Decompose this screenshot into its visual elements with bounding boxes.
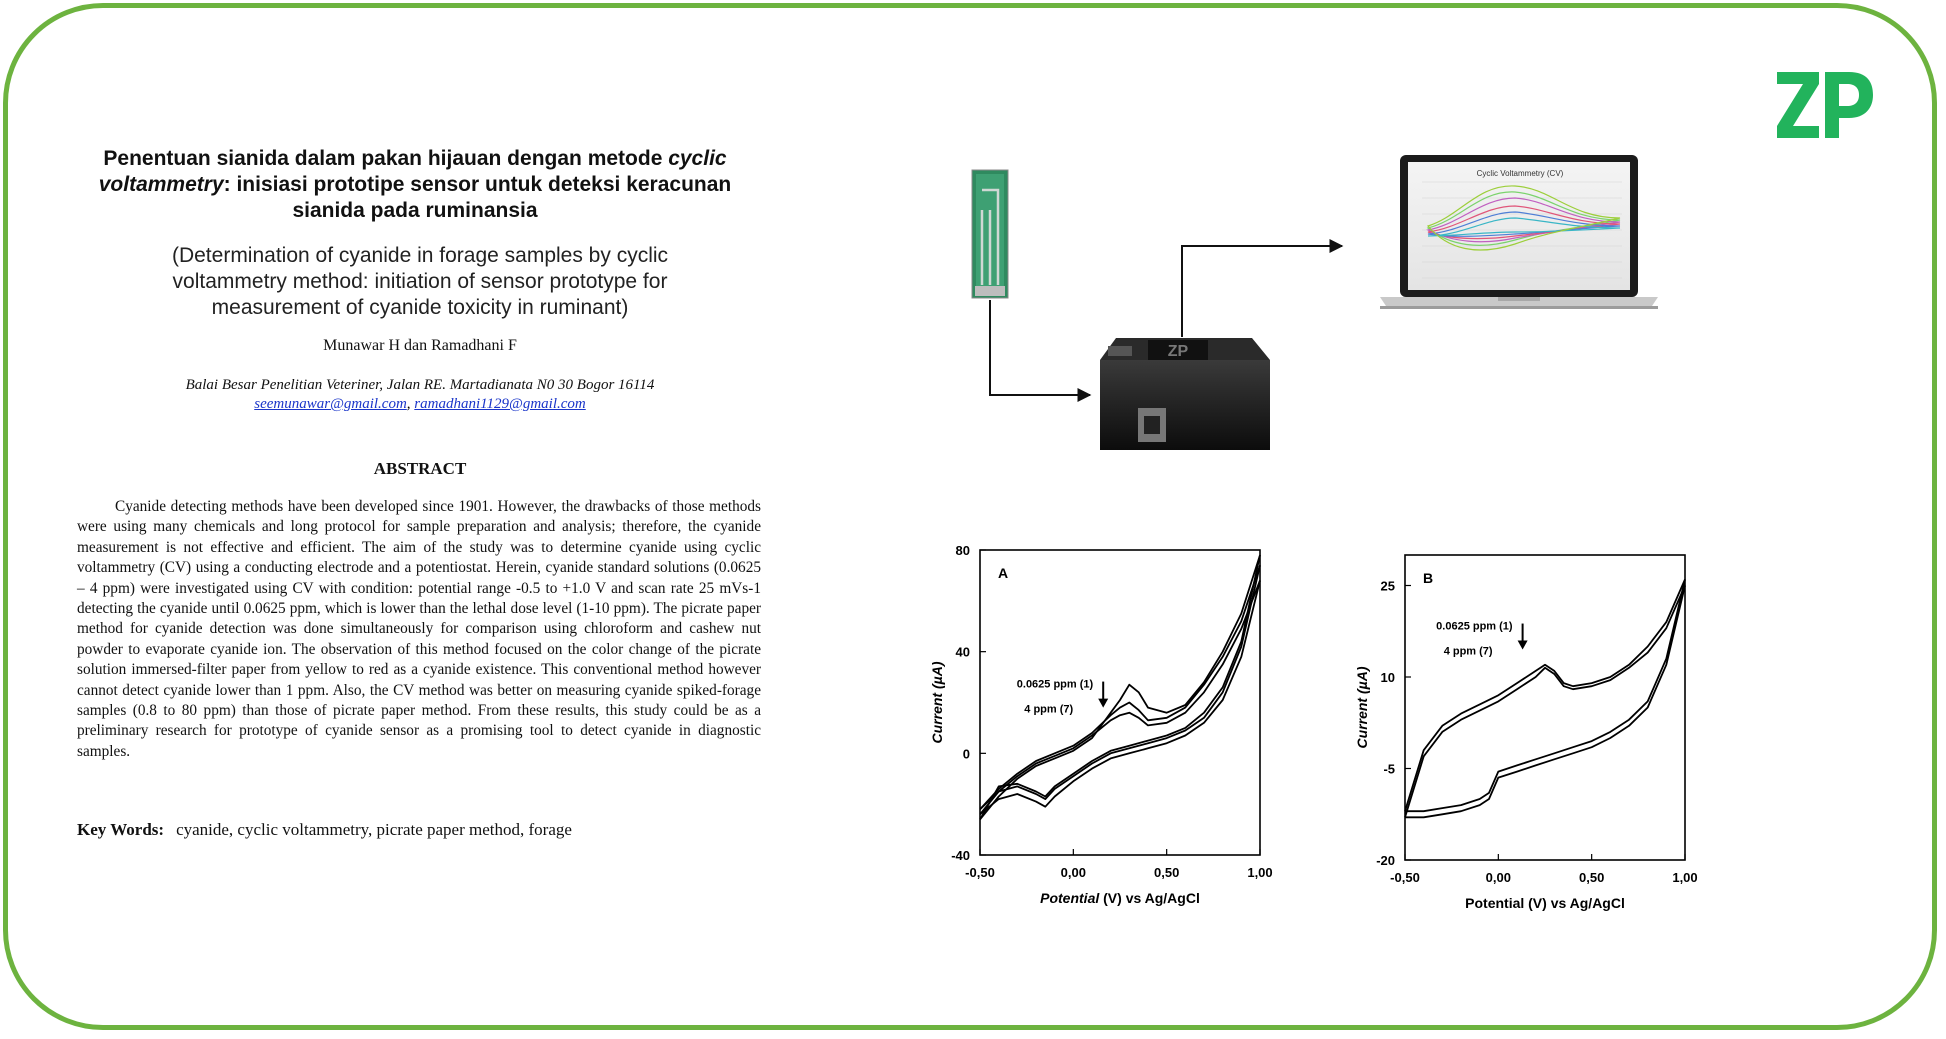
title-italic-text: cyclic voltammetry	[98, 147, 727, 196]
connector-line-2	[1182, 246, 1342, 337]
x-tick-label: 0,00	[1060, 865, 1086, 880]
y-tick-label: 80	[955, 543, 970, 558]
x-tick-label: 0,50	[1579, 870, 1605, 885]
annotation-low-conc: 0.0625 ppm (1)	[1436, 620, 1513, 633]
y-axis-label: Current (µA)	[1354, 666, 1370, 749]
paper-affiliation: Balai Besar Penelitian Veteriner, Jalan RE. Martadianata N0 30 Bogor 16114	[185, 377, 655, 393]
x-tick-label: 0,50	[1154, 865, 1180, 880]
panel-label: A	[998, 565, 1009, 581]
abstract-heading: ABSTRACT	[373, 459, 467, 478]
zp-logo	[1775, 68, 1875, 142]
x-tick-label: 1,00	[1247, 865, 1273, 880]
cv-chart-a	[915, 535, 1335, 925]
y-tick-label: -20	[1376, 853, 1395, 868]
annotation-high-conc: 4 ppm (7)	[1443, 645, 1493, 658]
cv-chart-b	[1340, 540, 1760, 930]
email-separator: ,	[406, 396, 415, 412]
setup-diagram	[960, 150, 1660, 460]
keywords	[77, 820, 761, 840]
y-tick-label: -5	[1383, 761, 1395, 777]
title-text-continued: : inisiasi prototipe sensor untuk deteksi keracunan sianida pada ruminansia	[223, 173, 732, 222]
cv-curve-1	[1405, 579, 1685, 811]
electrode-strip	[972, 170, 1008, 298]
keywords-list: cyanide, cyclic voltammetry, picrate paper method, forage	[176, 820, 572, 839]
keywords-label: Key Words:	[77, 820, 165, 839]
potentiostat-device	[1100, 338, 1270, 450]
annotation-arrow-head	[1518, 641, 1528, 650]
x-tick-label: -0,50	[965, 865, 995, 880]
annotation-low-conc: 0.0625 ppm (1)	[1016, 678, 1094, 691]
laptop-chart-title: Cyclic Voltammetry (CV)	[1476, 169, 1564, 178]
svg-text:ZP: ZP	[1167, 343, 1189, 360]
x-tick-label: 0,00	[1485, 870, 1511, 885]
x-axis-label-rest: (V) vs Ag/AgCl	[1099, 890, 1200, 906]
paper-title	[75, 146, 755, 224]
laptop	[1380, 155, 1658, 309]
annotation-arrow-head	[1098, 699, 1108, 708]
x-axis-label: Potential (V) vs Ag/AgCl	[1465, 895, 1625, 911]
x-tick-label: 1,00	[1672, 870, 1698, 885]
abstract-body: Cyanide detecting methods have been developed since 1901. However, the drawbacks of those methods were using many chemicals and long protocol for sample preparation and analysis; therefore, the cyanide measurement is not effective and efficient. The aim of the study was to determine cyanide using cyclic voltammetry (CV) using a conducting electrode and a potentiostat. Herein, cyanide standard solutions (0.0625 – 4 ppm) were investigated using CV with condition: potential range -0.5 to +1.0 V and scan rate 25 mVs-1 detecting the cyanide until 0.0625 ppm, which is lower than the lethal dose level (1-10 ppm). The picrate paper method for cyanide detection was done simultaneously for comparison using chloroform and cashew nut powder to evaporate cyanide ion. The observation of this method focused on the color change of the picrate solution immersed-filter paper from yellow to red as a cyanide existence. This conventional method however cannot detect cyanide lower than 1 ppm. Also, the CV method was better on measuring cyanide spiked-forage samples (0.8 to 80 ppm) than those of picrate paper method. From these results, this study could be as a preliminary research for prototype of cyanide sensor as a promising tool to detect cyanide in diagnostic samples.	[77, 498, 761, 760]
y-tick-label: 10	[1380, 670, 1395, 685]
y-tick-label: 0	[962, 746, 970, 762]
paper-authors: Munawar H dan Ramadhani F	[323, 337, 517, 354]
author-emails	[120, 395, 720, 414]
connector-line-1	[990, 300, 1090, 395]
paper-subtitle: (Determination of cyanide in forage samples by cyclic voltammetry method: initiation of sensor prototype for measurement of cyanide toxicity in ruminant)	[171, 244, 669, 319]
x-axis-label	[1040, 890, 1200, 906]
email-link-1[interactable]: seemunawar@gmail.com	[254, 396, 407, 412]
y-axis-label: Current (µA)	[929, 661, 945, 744]
annotation-high-conc: 4 ppm (7)	[1024, 703, 1074, 716]
cv-curve-2	[1405, 579, 1685, 811]
panel-label: B	[1423, 570, 1434, 586]
title-text: Penentuan sianida dalam pakan hijauan dengan metode	[103, 147, 669, 170]
email-link-2[interactable]: ramadhani1129@gmail.com	[414, 396, 586, 412]
y-tick-label: 25	[1380, 578, 1395, 594]
y-tick-label: -40	[951, 848, 970, 863]
y-tick-label: 40	[955, 644, 970, 660]
plot-frame	[980, 550, 1260, 855]
x-axis-label-italic: Potential	[1040, 890, 1100, 906]
x-tick-label: -0,50	[1390, 870, 1420, 885]
